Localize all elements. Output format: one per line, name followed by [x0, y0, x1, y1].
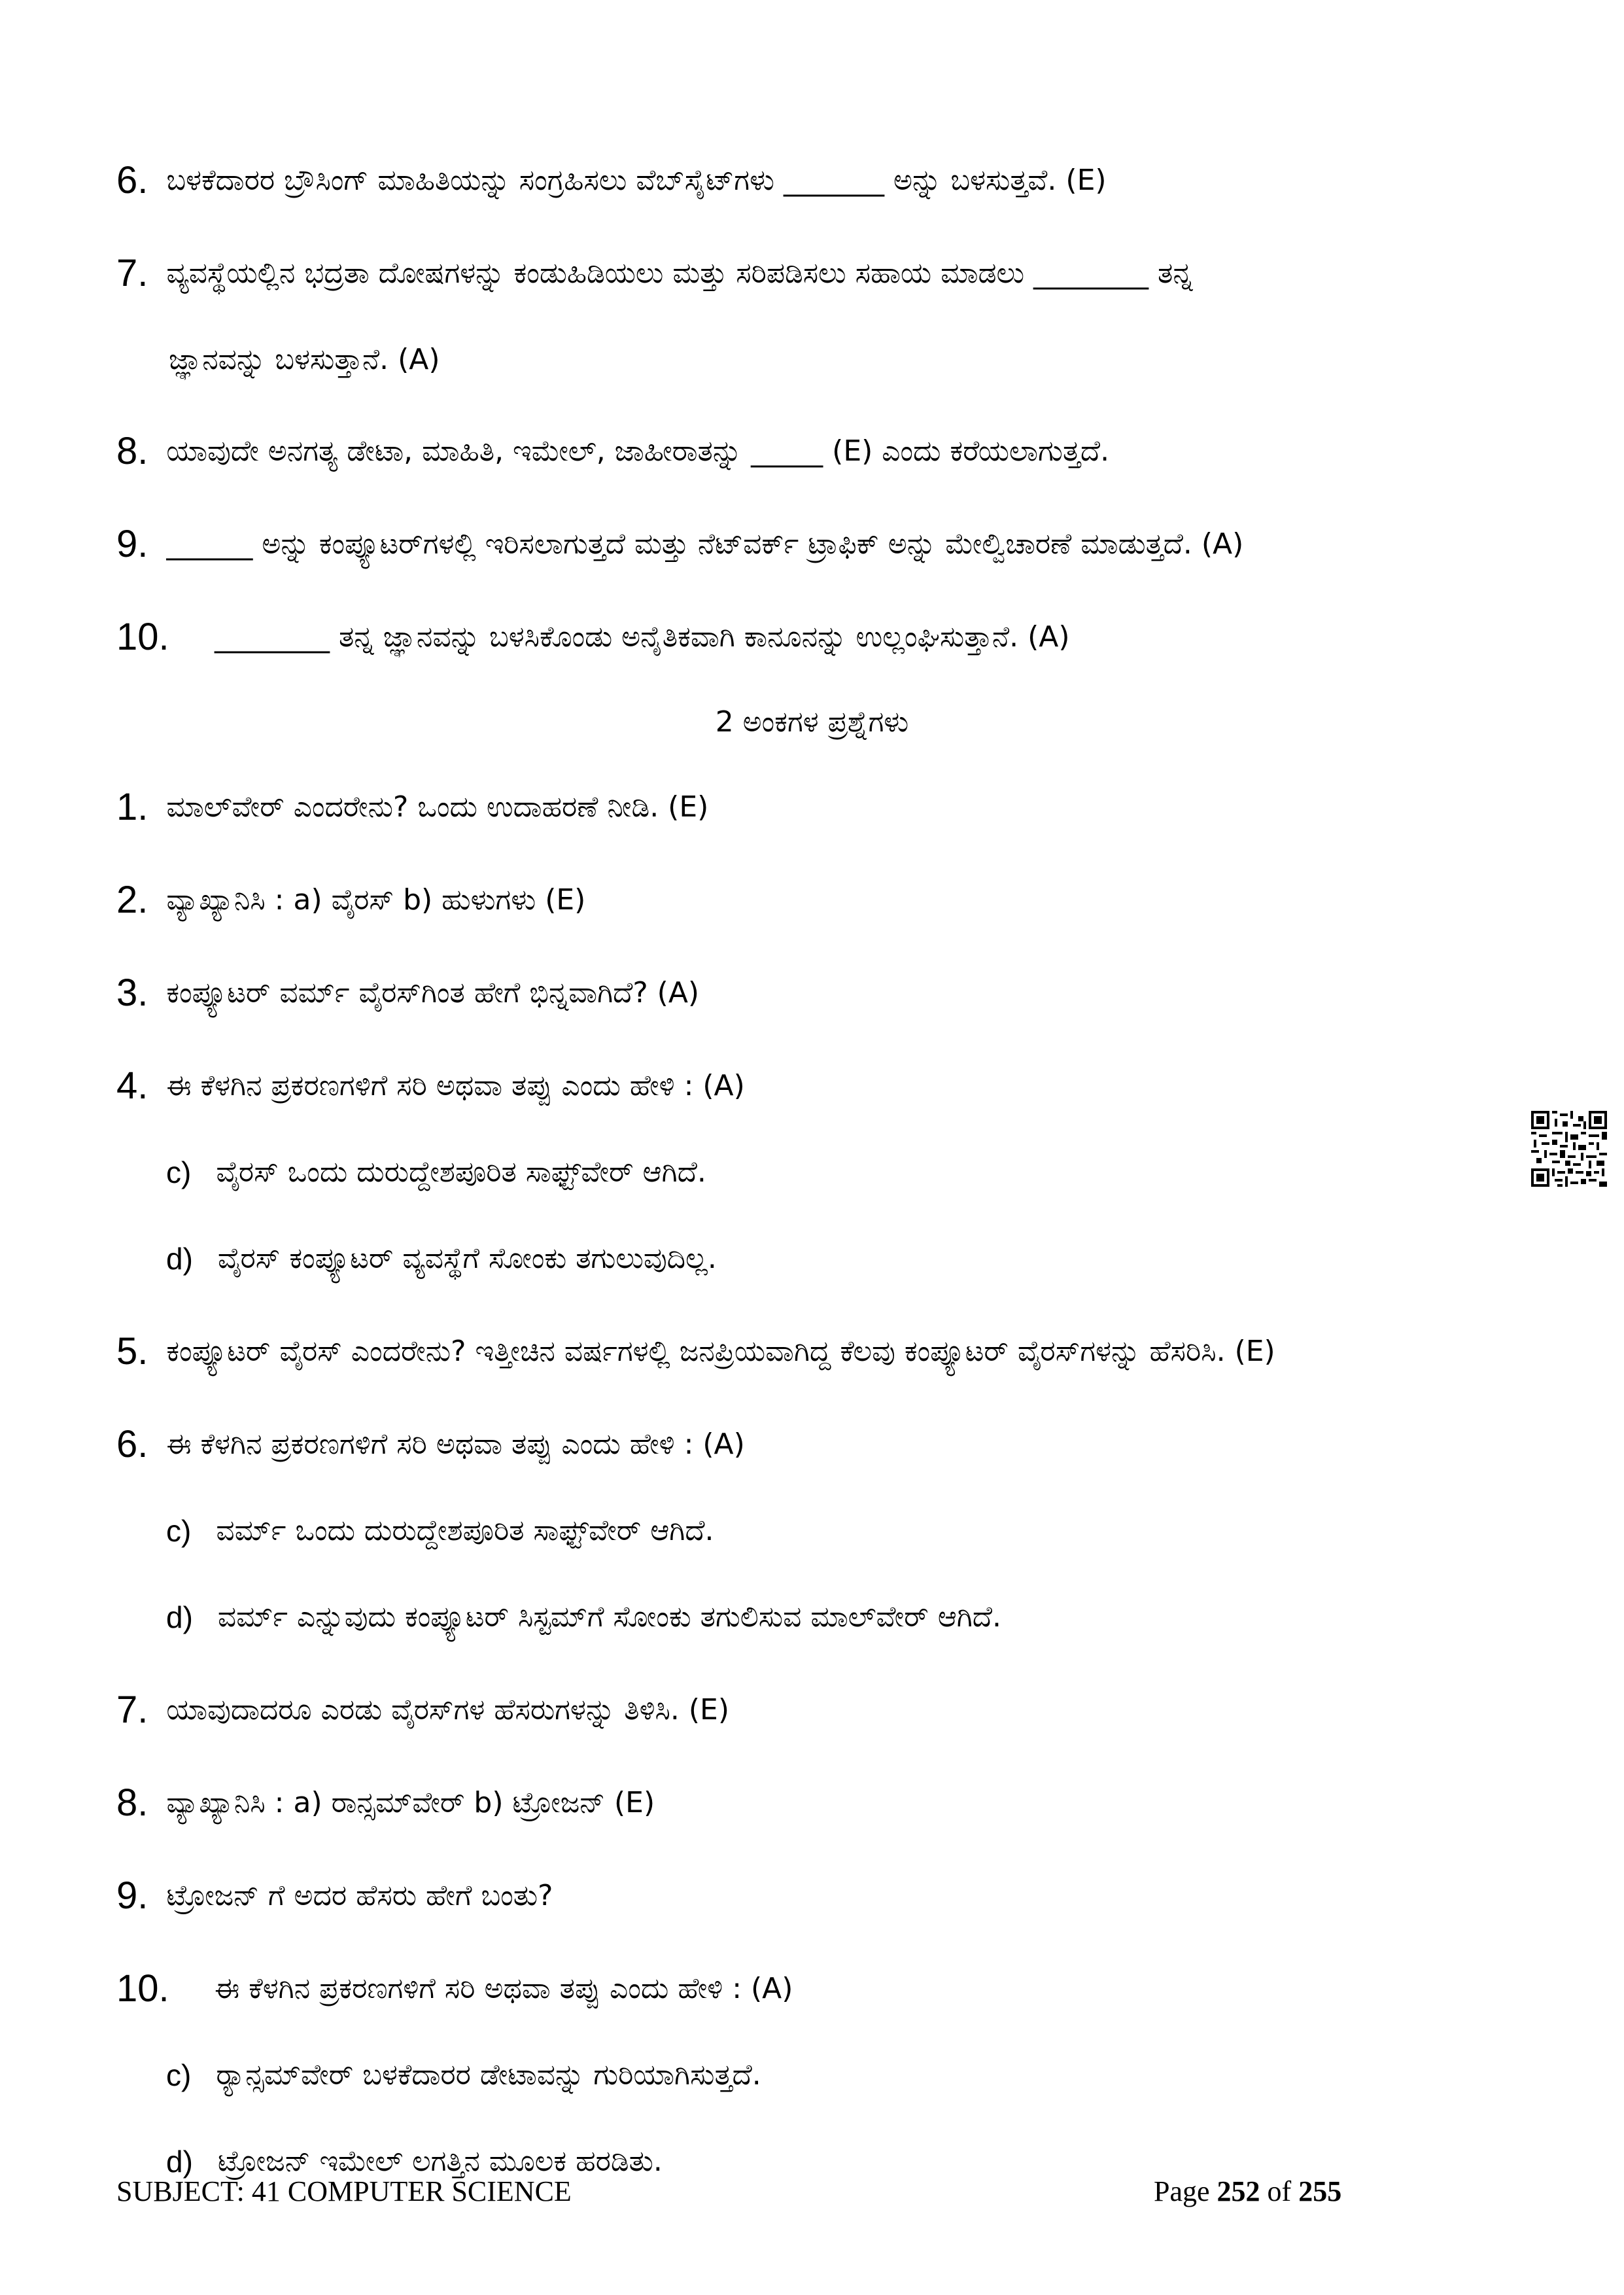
sub-item-text: ರ್‍ಯಾನ್ಸಮ್‌ವೇರ್ ಬಳಕೆದಾರರ ಡೇಟಾವನ್ನು ಗುರಿಯಾಗಿಸುತ್ತದೆ.: [216, 2058, 761, 2092]
item-number: 9.: [116, 523, 148, 565]
section-heading: 2 ಅಂಕಗಳ ಪ್ರಶ್ನೆಗಳು: [715, 705, 909, 739]
item-text: ವ್ಯಾಖ್ಯಾನಿಸಿ : a) ವೈರಸ್ b) ಹುಳುಗಳು (E): [166, 883, 586, 917]
item-number: 8.: [116, 430, 148, 472]
question-item: [116, 1963, 793, 2015]
sub-item-text: ಟ್ರೋಜನ್ ಇಮೇಲ್ ಲಗತ್ತಿನ ಮೂಲಕ ಹರಡಿತು.: [217, 2145, 663, 2178]
footer-page-number: [1154, 2177, 1341, 2206]
item-text: ಬಳಕೆದಾರರ ಬ್ರೌಸಿಂಗ್ ಮಾಹಿತಿಯನ್ನು ಸಂಗ್ರಹಿಸಲು ವೆಬ್‌ಸೈಟ್‌ಗಳು _______ ಅನ್ನು ಬಳಸುತ್ತವೆ. (E): [166, 164, 1107, 197]
item-number: 7.: [116, 252, 148, 294]
page-of: of: [1267, 2175, 1292, 2207]
item-number: 10.: [116, 1967, 169, 2010]
item-number: 4.: [116, 1064, 148, 1107]
item-number: 8.: [116, 1781, 148, 1824]
sub-item-text: ವರ್ಮ್ ಒಂದು ದುರುದ್ದೇಶಪೂರಿತ ಸಾಫ್ಟ್‌ವೇರ್ ಆಗಿದೆ.: [216, 1514, 714, 1547]
item-text: ಈ ಕೆಳಗಿನ ಪ್ರಕರಣಗಳಿಗೆ ಸರಿ ಅಥವಾ ತಪ್ಪು ಎಂದು ಹೇಳಿ : (A): [166, 1428, 745, 1461]
question-item: [116, 1777, 655, 1829]
item-number: 10.: [116, 616, 169, 658]
sub-item-letter: d): [166, 2145, 193, 2179]
sub-item-text: ವೈರಸ್ ಕಂಪ್ಯೂಟರ್ ವ್ಯವಸ್ಥೆಗೆ ಸೋಂಕು ತಗುಲುವುದಿಲ್ಲ.: [217, 1242, 717, 1275]
fill-blank-item: [116, 518, 1243, 570]
sub-item: [166, 1591, 1001, 1643]
question-item: [116, 1684, 729, 1736]
question-item: [116, 1418, 745, 1471]
fill-blank-item: [116, 611, 1070, 663]
sub-item-letter: d): [166, 1242, 193, 1276]
sub-item-letter: d): [166, 1600, 193, 1634]
item-number: 6.: [116, 1423, 148, 1465]
item-text: ______ ಅನ್ನು ಕಂಪ್ಯೂಟರ್‌ಗಳಲ್ಲಿ ಇರಿಸಲಾಗುತ್ತದೆ ಮತ್ತು ನೆಟ್‌ವರ್ಕ್ ಟ್ರಾಫಿಕ್ ಅನ್ನು ಮೇಲ್ವಿಚಾರಣೆ ಮಾಡುತ್ತದೆ. (A): [166, 527, 1244, 561]
sub-item: [166, 1146, 706, 1199]
item-text: ಈ ಕೆಳಗಿನ ಪ್ರಕರಣಗಳಿಗೆ ಸರಿ ಅಥವಾ ತಪ್ಪು ಎಂದು ಹೇಳಿ : (A): [215, 1972, 793, 2005]
question-item: [116, 1325, 1275, 1378]
item-number: 3.: [116, 972, 148, 1014]
item-text: ________ ತನ್ನ ಜ್ಞಾನವನ್ನು ಬಳಸಿಕೊಂಡು ಅನೈತಿಕವಾಗಿ ಕಾನೂನನ್ನು ಉಲ್ಲಂಘಿಸುತ್ತಾನೆ. (A): [215, 620, 1070, 654]
question-item: [116, 1060, 745, 1112]
question-item: [116, 967, 699, 1019]
sub-item-letter: c): [166, 2058, 192, 2092]
sub-item-text: ವರ್ಮ್ ಎನ್ನುವುದು ಕಂಪ್ಯೂಟರ್ ಸಿಸ್ಟಮ್‌ಗೆ ಸೋಂಕು ತಗುಲಿಸುವ ಮಾಲ್‌ವೇರ್ ಆಗಿದೆ.: [217, 1600, 1001, 1634]
item-text: ಜ್ಞಾನವನ್ನು ಬಳಸುತ್ತಾನೆ. (A): [169, 343, 440, 376]
item-text: ವ್ಯವಸ್ಥೆಯಲ್ಲಿನ ಭದ್ರತಾ ದೋಷಗಳನ್ನು ಕಂಡುಹಿಡಿಯಲು ಮತ್ತು ಸರಿಪಡಿಸಲು ಸಹಾಯ ಮಾಡಲು ________ ತನ್ನ: [166, 256, 1193, 290]
sub-item-letter: c): [166, 1514, 192, 1548]
fill-blank-item: [116, 425, 1109, 478]
fill-blank-item-continuation: [169, 334, 440, 386]
item-text: ಮಾಲ್‌ವೇರ್ ಎಂದರೇನು? ಒಂದು ಉದಾಹರಣೆ ನೀಡಿ. (E): [166, 790, 709, 824]
footer-subject: SUBJECT: 41 COMPUTER SCIENCE: [116, 2175, 572, 2207]
item-text: ಟ್ರೋಜನ್ ಗೆ ಅದರ ಹೆಸರು ಹೇಗೆ ಬಂತು?: [166, 1879, 553, 1912]
question-item: [116, 781, 708, 833]
item-number: 1.: [116, 786, 148, 828]
item-text: ಕಂಪ್ಯೂಟರ್ ವರ್ಮ್ ವೈರಸ್‌ಗಿಂತ ಹೇಗೆ ಭಿನ್ನವಾಗಿದೆ? (A): [166, 976, 700, 1009]
item-number: 7.: [116, 1689, 148, 1731]
sub-item: [166, 1505, 714, 1557]
item-text: ಯಾವುದಾದರೂ ಎರಡು ವೈರಸ್‌ಗಳ ಹೆಸರುಗಳನ್ನು ತಿಳಿಸಿ. (E): [166, 1693, 730, 1726]
item-number: 6.: [116, 159, 148, 201]
item-text: ಕಂಪ್ಯೂಟರ್ ವೈರಸ್ ಎಂದರೇನು? ಇತ್ತೀಚಿನ ವರ್ಷಗಳಲ್ಲಿ ಜನಪ್ರಿಯವಾಗಿದ್ದ ಕೆಲವು ಕಂಪ್ಯೂಟರ್ ವೈರಸ್‌ಗಳನ್ನು ಹೆಸರಿಸಿ. (E): [166, 1335, 1275, 1368]
page-label: Page: [1154, 2175, 1210, 2207]
question-item: [116, 1870, 553, 1922]
sub-item: [166, 2049, 761, 2101]
sub-item: [166, 1233, 717, 1285]
fill-blank-item: [116, 154, 1107, 207]
page-total: 255: [1298, 2175, 1342, 2207]
item-number: 9.: [116, 1874, 148, 1917]
item-text: ಈ ಕೆಳಗಿನ ಪ್ರಕರಣಗಳಿಗೆ ಸರಿ ಅಥವಾ ತಪ್ಪು ಎಂದು ಹೇಳಿ : (A): [166, 1069, 745, 1102]
item-number: 2.: [116, 879, 148, 921]
qr-code-icon: [1531, 1111, 1607, 1187]
sub-item-letter: c): [166, 1155, 192, 1189]
question-item: [116, 874, 585, 926]
sub-item-text: ವೈರಸ್ ಒಂದು ದುರುದ್ದೇಶಪೂರಿತ ಸಾಫ್ಟ್‌ವೇರ್ ಆಗಿದೆ.: [216, 1155, 706, 1189]
page-current: 252: [1217, 2175, 1260, 2207]
fill-blank-item: [116, 247, 1193, 300]
item-number: 5.: [116, 1330, 148, 1373]
item-text: ವ್ಯಾಖ್ಯಾನಿಸಿ : a) ರಾನ್ಸಮ್‌ವೇರ್ b) ಟ್ರೋಜನ್ (E): [166, 1786, 655, 1819]
item-text: ಯಾವುದೇ ಅನಗತ್ಯ ಡೇಟಾ, ಮಾಹಿತಿ, ಇಮೇಲ್, ಜಾಹೀರಾತನ್ನು _____ (E) ಎಂದು ಕರೆಯಲಾಗುತ್ತದೆ.: [166, 434, 1110, 468]
